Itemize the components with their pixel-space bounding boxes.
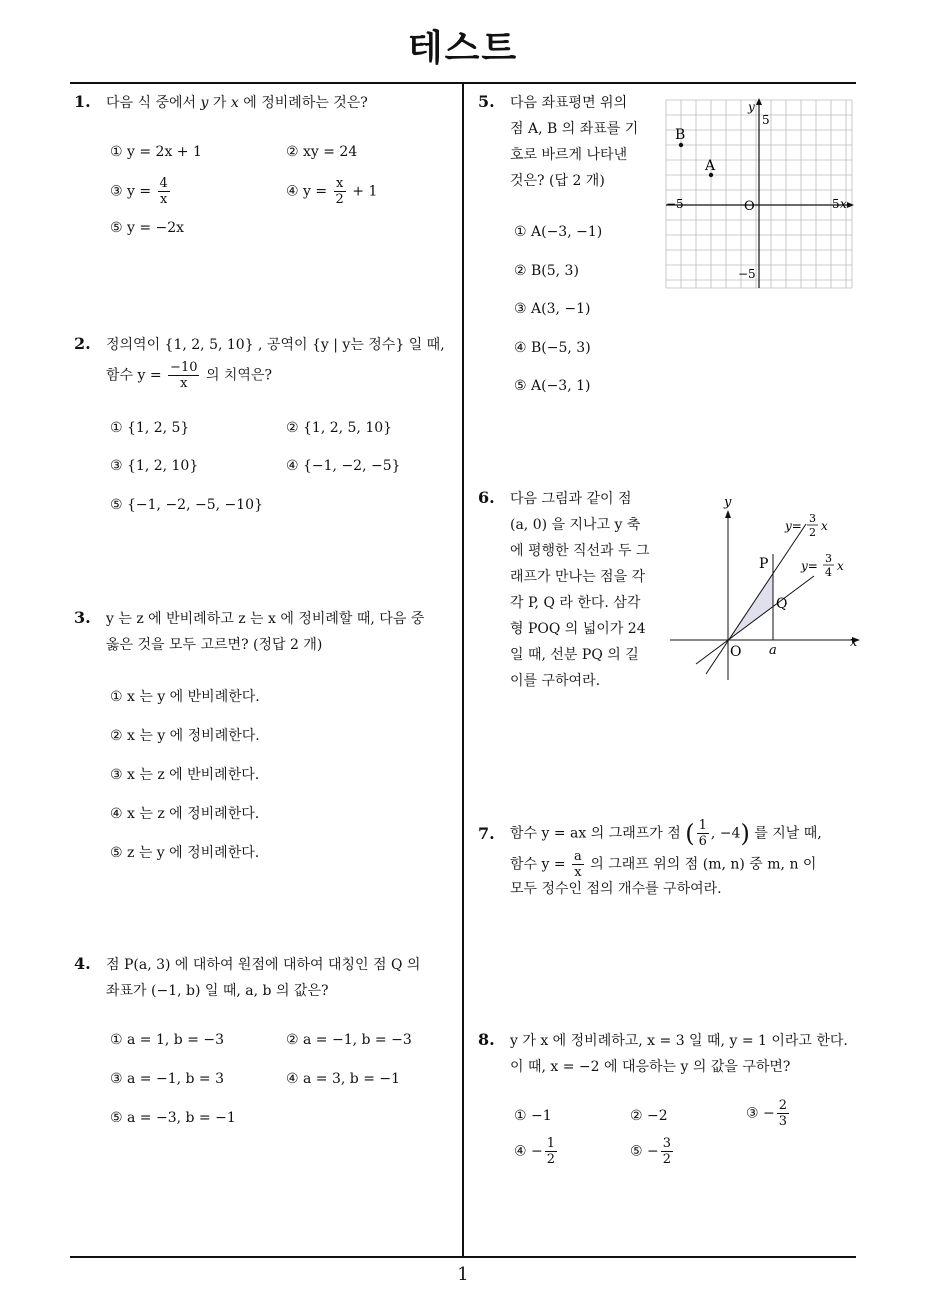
question-text: 다음 그림과 같이 점 (a, 0) 을 지나고 y 축 에 평행한 직선과 두 그 래프가 만나는 점을 각 각 P, Q 라 한다. 삼각 형 POQ 의 넓이가 24 일 때, 선분 PQ 의 길 이를 구하여라. xyxy=(510,491,650,689)
label-p: P xyxy=(759,556,769,572)
option-2[interactable]: ② xy = 24 xyxy=(286,144,358,160)
option-2[interactable]: ② B(5, 3) xyxy=(514,263,579,279)
question-8 xyxy=(478,1030,862,1180)
option-2[interactable]: ② −2 xyxy=(630,1108,668,1124)
question-number: 6. xyxy=(478,488,495,507)
y-axis-label: y xyxy=(724,495,732,510)
question-1 xyxy=(74,92,454,252)
question-text: y 가 x 에 정비례하고, x = 3 일 때, y = 1 이라고 한다. 이 때, x = −2 에 대응하는 y 의 값을 구하면? xyxy=(510,1033,848,1075)
x-tick-neg5: −5 xyxy=(666,197,684,211)
option-5[interactable]: ⑤ − $\frac{3}{2}$ xyxy=(630,1136,672,1167)
eq1-denominator: 2 xyxy=(809,526,816,539)
option-3[interactable]: ③ − $\frac{2}{3}$ xyxy=(746,1098,788,1129)
option-1[interactable]: ① a = 1, b = −3 xyxy=(110,1032,225,1048)
option-3[interactable]: ③ A(3, −1) xyxy=(514,301,591,317)
option-4[interactable]: ④ a = 3, b = −1 xyxy=(286,1071,401,1087)
question-text: y 는 z 에 반비례하고 z 는 x 에 정비례할 때, 다음 중 옳은 것을 모두 고르면? (정답 2 개) xyxy=(106,611,425,653)
y-axis-arrow xyxy=(725,510,731,518)
eq2-numerator: 3 xyxy=(825,552,832,565)
triangle-poq xyxy=(728,572,773,640)
y-tick-5: 5 xyxy=(762,113,770,127)
origin-label: O xyxy=(730,644,742,660)
question-3 xyxy=(74,608,458,868)
line-3-2x xyxy=(706,524,806,674)
page-number: 1 xyxy=(457,1264,469,1285)
eq1-prefix: y= xyxy=(785,519,802,533)
point-b-label: B xyxy=(675,127,686,143)
question-5 xyxy=(478,92,858,402)
option-5[interactable]: ⑤ y = −2x xyxy=(110,220,185,236)
question-6 xyxy=(478,488,858,698)
question-number: 5. xyxy=(478,92,495,111)
option-5[interactable]: ⑤ A(−3, 1) xyxy=(514,378,591,394)
label-a: a xyxy=(769,643,777,658)
question-2 xyxy=(74,334,458,524)
option-1[interactable]: ① −1 xyxy=(514,1108,552,1124)
bottom-rule xyxy=(70,1256,856,1258)
question-text: 다음 식 중에서 y 가 x 에 정비례하는 것은? xyxy=(106,95,368,111)
y-axis-label: y xyxy=(748,100,755,114)
question-text: 다음 좌표평면 위의 점 A, B 의 좌표를 기 호로 바르게 나타낸 것은? (답 2 개) xyxy=(510,95,639,189)
question-number: 7. xyxy=(478,824,495,843)
point-a-label: A xyxy=(705,158,716,174)
option-4[interactable]: ④ − $\frac{1}{2}$ xyxy=(514,1136,556,1167)
option-1[interactable]: ① x 는 y 에 반비례한다. xyxy=(110,689,260,705)
option-2[interactable]: ② a = −1, b = −3 xyxy=(286,1032,412,1048)
origin-label: O xyxy=(744,199,755,214)
question-text: 정의역이 {1, 2, 5, 10} , 공역이 {y | y는 정수} 일 때, 함수 y = $\frac{-10}{x}$ 의 치역은? xyxy=(106,337,445,391)
column-divider xyxy=(462,82,464,1258)
option-3[interactable]: ③ y = $\frac{4}{x}$ xyxy=(110,176,168,207)
eq1-numerator: 3 xyxy=(809,512,816,525)
eq1-suffix: x xyxy=(821,519,828,533)
coordinate-grid-figure xyxy=(664,98,854,290)
question-4 xyxy=(74,954,458,1134)
option-5[interactable]: ⑤ a = −3, b = −1 xyxy=(110,1110,236,1126)
question-text: 함수 y = ax 의 그래프가 점 ( $\frac{1}{6}$ , −4) 를 지날 때, 함수 y = $\frac{a}{x}$ 의 그래프 위의 점 (m, n) 중 m, n 이 모두 정수인 점의 개수를 구하여라. xyxy=(510,818,822,897)
line-3-4x xyxy=(696,576,814,664)
option-1[interactable]: ① {1, 2, 5} xyxy=(110,420,190,436)
question-7 xyxy=(478,818,862,918)
x-tick-5: 5 xyxy=(832,197,840,211)
option-1[interactable]: ① y = 2x + 1 xyxy=(110,144,202,160)
option-2[interactable]: ② {1, 2, 5, 10} xyxy=(286,420,393,436)
option-4[interactable]: ④ x 는 z 에 정비례한다. xyxy=(110,806,260,822)
option-4[interactable]: ④ {−1, −2, −5} xyxy=(286,458,401,474)
point-b xyxy=(679,143,683,147)
option-3[interactable]: ③ {1, 2, 10} xyxy=(110,458,199,474)
question-number: 3. xyxy=(74,608,91,627)
eq2-prefix: y= xyxy=(801,559,818,573)
eq2-suffix: x xyxy=(837,559,844,573)
option-5[interactable]: ⑤ z 는 y 에 정비례한다. xyxy=(110,845,260,861)
option-5[interactable]: ⑤ {−1, −2, −5, −10} xyxy=(110,497,263,513)
option-1[interactable]: ① A(−3, −1) xyxy=(514,224,603,240)
x-axis-arrow xyxy=(847,202,854,208)
question-number: 8. xyxy=(478,1030,495,1049)
option-3[interactable]: ③ x 는 z 에 반비례한다. xyxy=(110,767,260,783)
question-number: 4. xyxy=(74,954,91,973)
x-axis-label: x xyxy=(850,635,858,650)
option-2[interactable]: ② x 는 y 에 정비례한다. xyxy=(110,728,260,744)
y-tick-neg5: −5 xyxy=(738,267,756,281)
eq2-denominator: 4 xyxy=(825,566,832,579)
question-number: 1. xyxy=(74,92,91,111)
page-title: 테스트 xyxy=(407,28,519,69)
x-axis-label: x xyxy=(840,197,847,211)
question-number: 2. xyxy=(74,334,91,353)
option-4[interactable]: ④ B(−5, 3) xyxy=(514,340,591,356)
option-3[interactable]: ③ a = −1, b = 3 xyxy=(110,1071,225,1087)
y-axis-arrow xyxy=(756,98,762,105)
question-text: 점 P(a, 3) 에 대하여 원점에 대하여 대칭인 점 Q 의 좌표가 (−1, b) 일 때, a, b 의 값은? xyxy=(106,957,421,999)
label-q: Q xyxy=(776,596,788,612)
line-graph-figure xyxy=(666,494,862,684)
option-4[interactable]: ④ y = $\frac{x}{2}$ + 1 xyxy=(286,176,378,207)
